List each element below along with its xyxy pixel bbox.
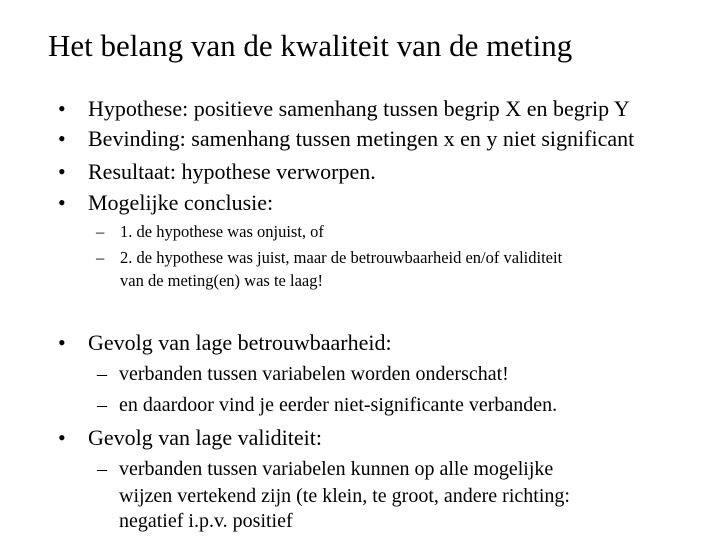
- bullet-text: Mogelijke conclusie:: [88, 190, 274, 215]
- bullet-text: Gevolg van lage betrouwbaarheid:: [88, 330, 392, 355]
- item-text: verbanden tussen variabelen kunnen op alle mogelijke: [119, 458, 554, 480]
- bullet-text: Gevolg van lage validiteit:: [88, 425, 322, 450]
- item-text: en daardoor vind je eerder niet-significante verbanden.: [119, 394, 558, 416]
- dash-marker: –: [97, 458, 107, 480]
- option-text: 1. de hypothese was onjuist, of: [120, 222, 324, 241]
- conclusion-option-2-continued: van de meting(en) was te laag!: [120, 271, 323, 290]
- bullet-text: Hypothese: positieve samenhang tussen begrip X en begrip Y: [88, 96, 630, 121]
- dash-marker: –: [97, 363, 107, 385]
- bullet-marker: •: [58, 126, 66, 151]
- bullet-marker: •: [58, 190, 66, 215]
- option-text: 2. de hypothese was juist, maar de betrouwbaarheid en/of validiteit: [120, 248, 563, 267]
- validiteit-item-1-line-3: negatief i.p.v. positief: [119, 510, 293, 532]
- dash-marker: –: [97, 394, 107, 416]
- bullet-marker: •: [58, 330, 66, 355]
- bullet-marker: •: [58, 159, 66, 184]
- bullet-marker: •: [58, 96, 66, 121]
- bullet-marker: •: [58, 425, 66, 450]
- bullet-text: Resultaat: hypothese verworpen.: [88, 159, 376, 184]
- validiteit-item-1-line-2: wijzen vertekend zijn (te klein, te groot, andere richting:: [119, 485, 570, 507]
- item-text: verbanden tussen variabelen worden onderschat!: [119, 363, 509, 385]
- dash-marker: –: [96, 222, 105, 241]
- dash-marker: –: [96, 248, 105, 267]
- slide-title: Het belang van de kwaliteit van de meting: [48, 28, 573, 63]
- bullet-text: Bevinding: samenhang tussen metingen x en y niet significant: [88, 126, 635, 151]
